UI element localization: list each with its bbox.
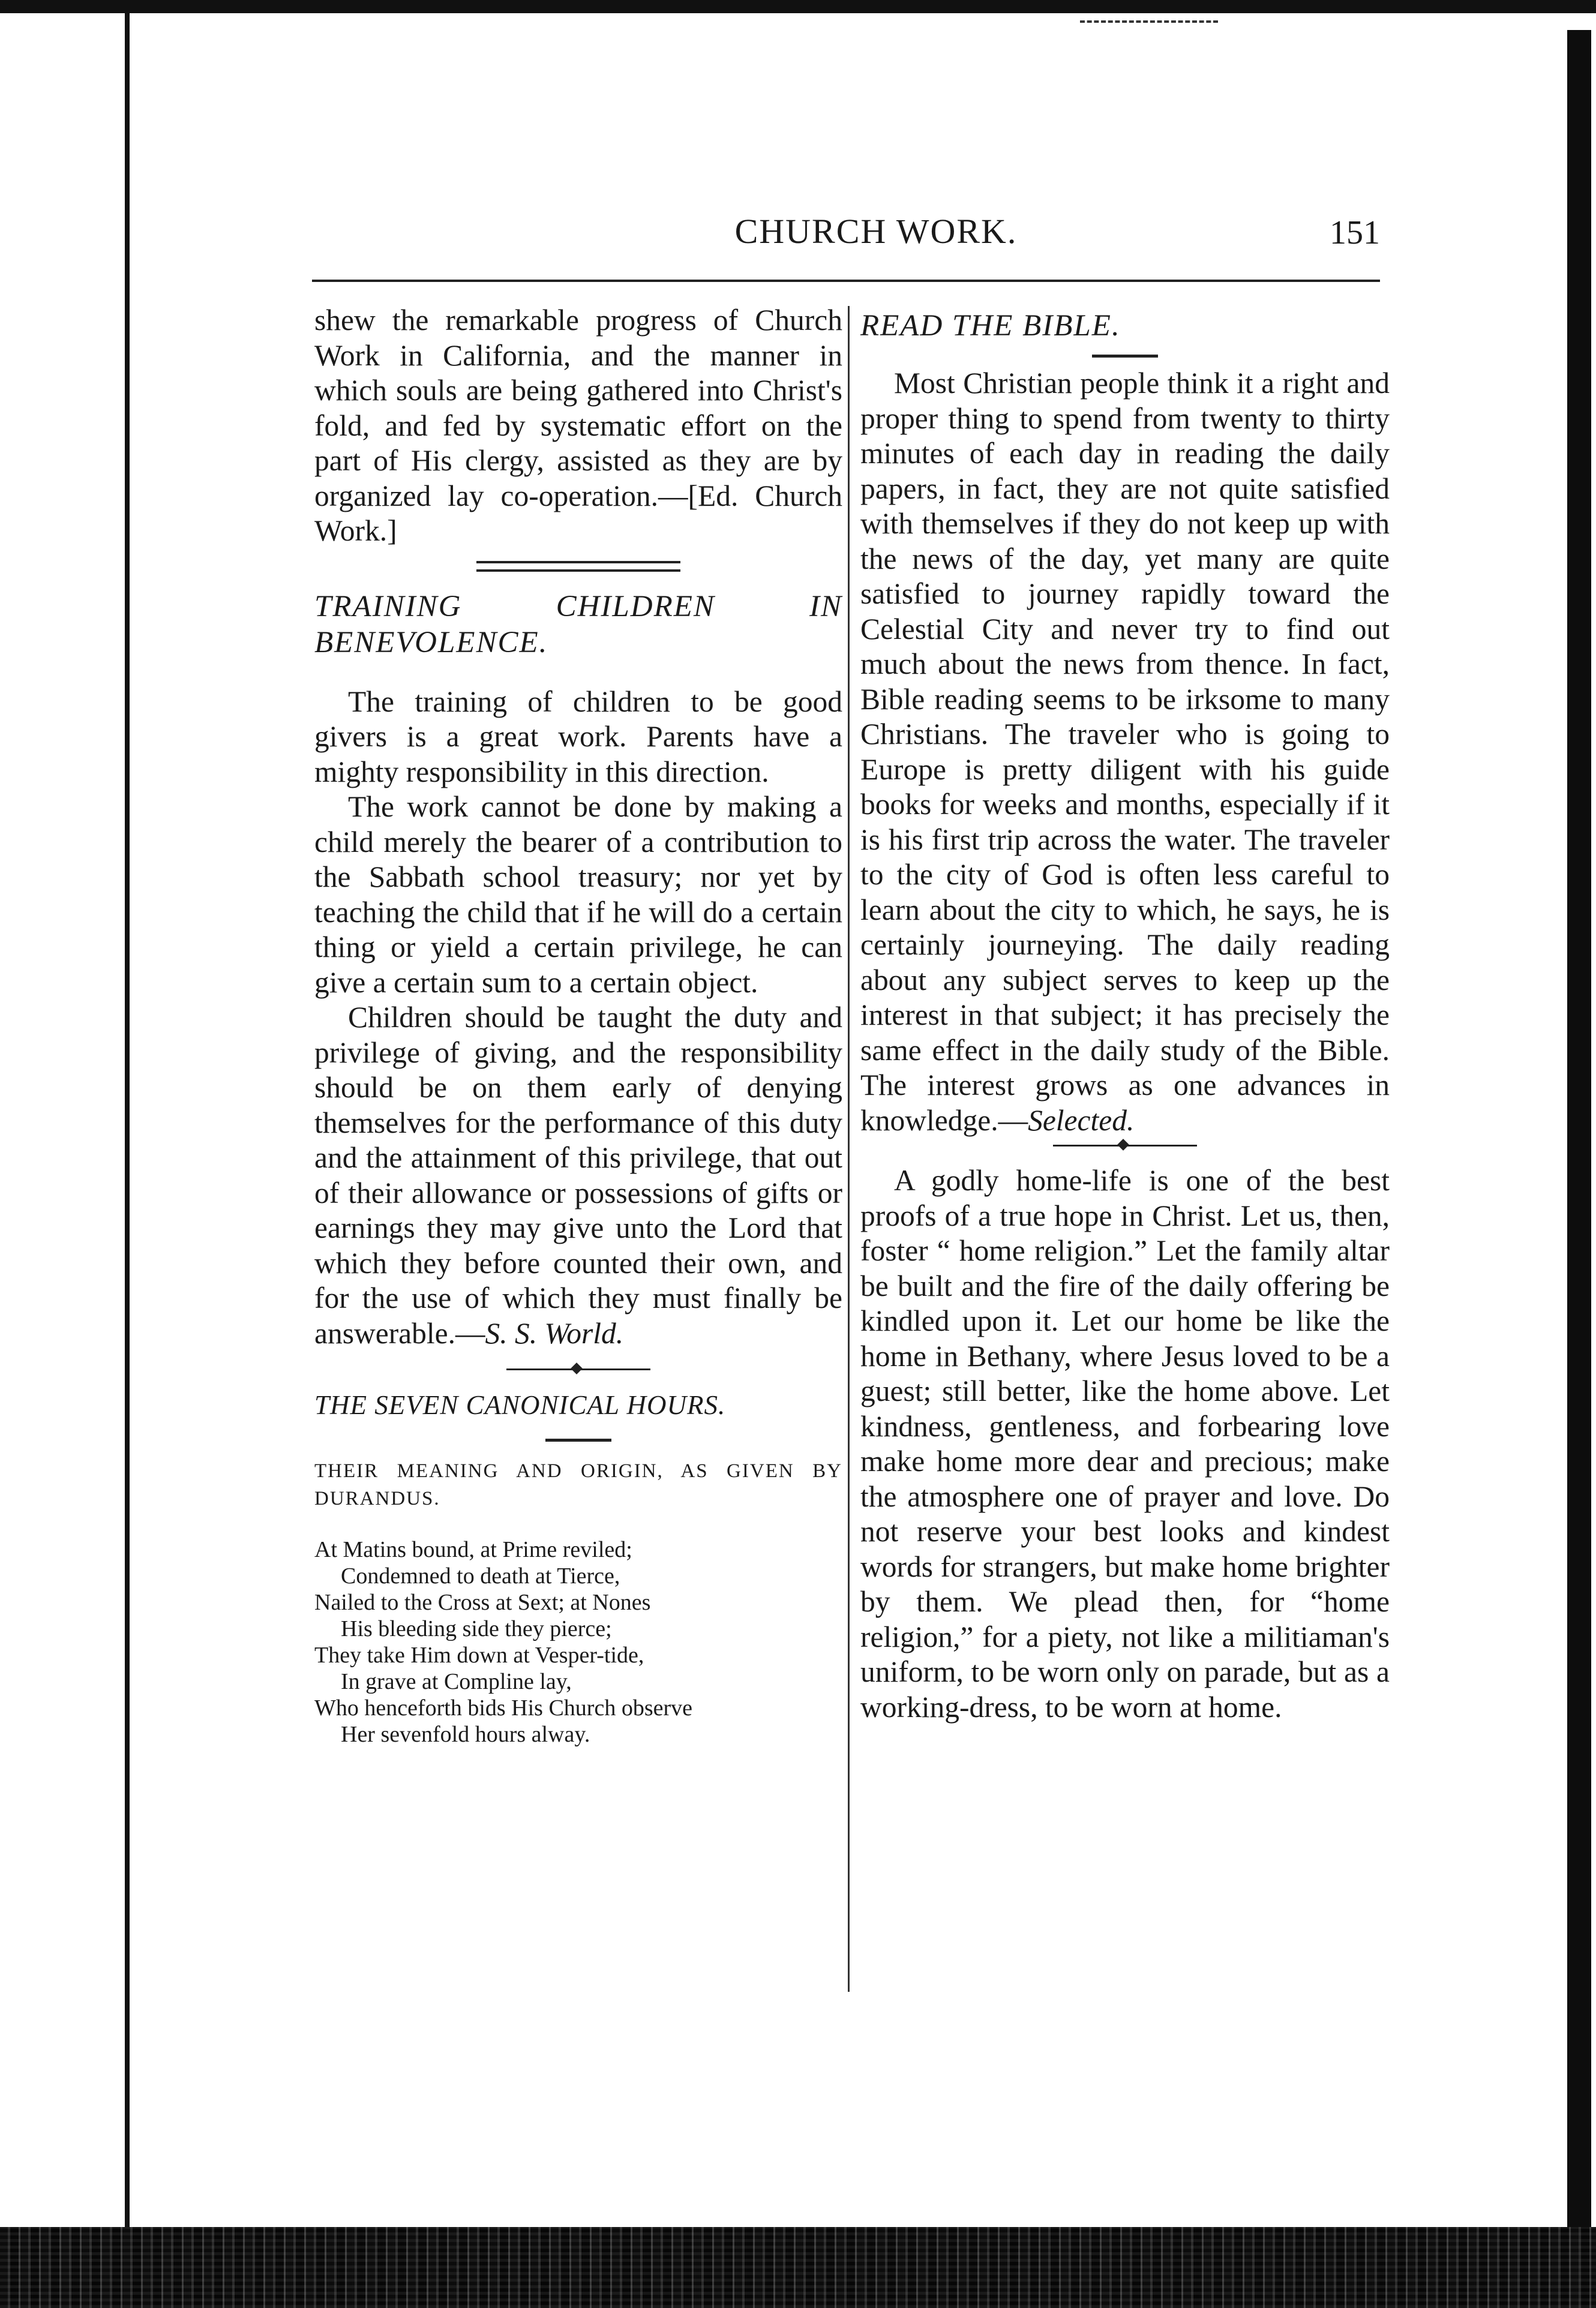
article-heading-read-the-bible: READ THE BIBLE. <box>860 309 1121 343</box>
verse-line: At Matins bound, at Prime reviled; <box>314 1537 632 1562</box>
verse-block <box>314 1536 842 1748</box>
article-paragraph: The training of children to be good givers is a great work. Parents have a mighty responsibility in this direction. <box>314 685 842 788</box>
short-rule <box>1092 355 1158 358</box>
verse-line: In grave at Compline lay, <box>341 1669 572 1694</box>
diamond-ornament-icon <box>1117 1139 1129 1151</box>
header-rule <box>312 280 1380 282</box>
section-separator-ornament <box>1053 1141 1197 1150</box>
page-number: 151 <box>1330 214 1380 251</box>
continued-paragraph: shew the remarkable progress of Church Work in California, and the manner in which souls are being gathered into Christ's fold, and fed by systematic effort on the part of His clergy, assisted as they are by organized lay co-operation.—[Ed. Church Work.] <box>314 304 842 547</box>
scan-top-border <box>0 0 1596 13</box>
verse-line: His bleeding side they pierce; <box>341 1616 612 1641</box>
scan-bottom-edge <box>0 2227 1596 2308</box>
article-paragraph-text: Children should be taught the duty and privilege of giving, and the responsibility should be on them early of denying themselves for the performance of this duty and the attainment of this privilege, that out of their allowance or possessions of gifts or earnings they may give unto the Lord that which they before counted their own, and for the use of which they must finally be answerable.— <box>314 1001 842 1350</box>
verse-line: Nailed to the Cross at Sext; at Nones <box>314 1590 651 1615</box>
scan-left-border <box>125 11 130 2234</box>
right-column <box>860 303 1390 1725</box>
section-separator-double <box>476 561 680 572</box>
article-paragraph <box>860 366 1390 1138</box>
article-paragraph: The work cannot be done by making a child merely the bearer of a contribution to the Sabbath school treasury; nor yet by teaching the child that if he will do a certain thing or yield a certain privilege, he can give a certain sum to a certain object. <box>314 790 842 999</box>
verse-line: They take Him down at Vesper-tide, <box>314 1643 644 1668</box>
short-rule <box>545 1439 611 1442</box>
verse-line: Condemned to death at Tierce, <box>341 1563 620 1589</box>
column-divider <box>848 306 850 1992</box>
article-paragraph-text: Most Christian people think it a right and proper thing to spend from twenty to thirty minutes of each day in reading the daily papers, in fact, they are not quite satisfied with themselves if they do not keep up with the news of the day, yet many are quite satisfied to journey rapidly toward the Celestial City and never try to find out much about the news from thence. In fact, Bible reading seems to be irksome to many Christians. The traveler who is going to Europe is pretty diligent with his guide books for weeks and months, especially if it is his first trip across the water. The traveler to the city of God is often less careful to learn about the city to which, he says, he is certainly journeying. The daily reading about any subject serves to keep up the interest in that subject; it has precisely the same effect in the daily study of the Bible. The interest grows as one advances in knowledge.— <box>860 367 1390 1137</box>
left-column <box>314 303 842 1748</box>
article-heading-training-children: TRAINING CHILDREN IN BENEVOLENCE. <box>314 589 842 659</box>
article-source: S. S. World. <box>485 1316 624 1350</box>
article-subheading: THEIR MEANING AND ORIGIN, AS GIVEN BY DURANDUS. <box>314 1460 842 1509</box>
verse-line: Her sevenfold hours alway. <box>341 1722 590 1747</box>
scan-right-border <box>1567 30 1591 2262</box>
article-paragraph: A godly home-life is one of the best proofs of a true hope in Christ. Let us, then, foster “ home religion.” Let the family altar be built and the fire of the daily offering be kindled upon it. Let our home be like the home in Bethany, where Jesus loved to be a guest; still better, like the home above. Let kindness, gentleness, and forbearing love make home more dear and precious; make the atmosphere one of prayer and love. Do not reserve your best looks and kindest words for strangers, but make home brighter by them. We plead then, for “home religion,” for a piety, not like a militiaman's uniform, to be worn only on parade, but as a working-dress, to be worn at home. <box>860 1164 1390 1724</box>
article-source: Selected. <box>1028 1103 1135 1137</box>
article-heading-canonical-hours: THE SEVEN CANONICAL HOURS. <box>314 1390 726 1420</box>
scan-top-dash <box>1080 20 1218 23</box>
running-title: CHURCH WORK. <box>734 212 1018 251</box>
verse-line: Who henceforth bids His Church observe <box>314 1695 693 1721</box>
diamond-ornament-icon <box>571 1362 583 1374</box>
section-separator-ornament <box>506 1364 650 1374</box>
running-head <box>276 211 1380 259</box>
article-paragraph <box>314 1000 842 1351</box>
